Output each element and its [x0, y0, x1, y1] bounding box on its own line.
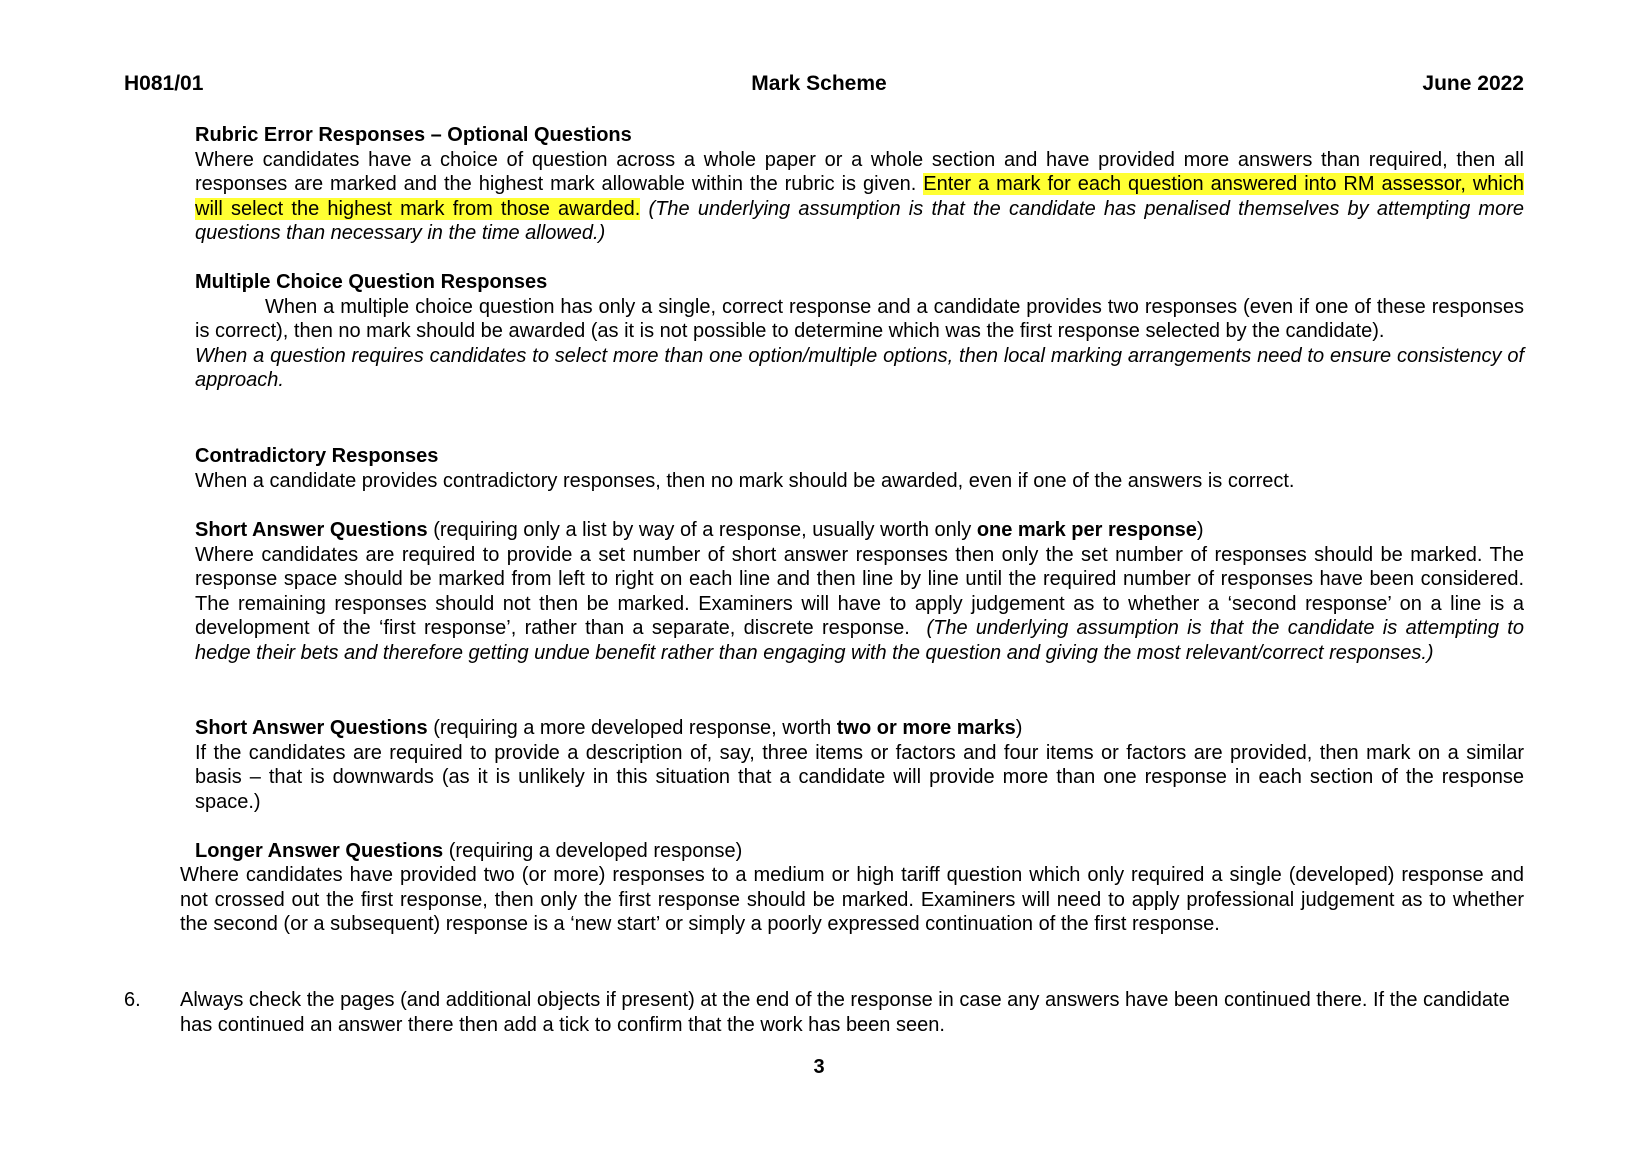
short2-heading: Short Answer Questions	[195, 717, 428, 739]
mcq-heading: Multiple Choice Question Responses	[195, 271, 548, 293]
short1-paren-end: )	[1196, 519, 1204, 541]
point-text: Always check the pages (and additional objects if present) at the end of the response in case any answers have been continued there. If the candidate has continued an answer there then add a tick to confirm that the work has been seen.	[180, 989, 1510, 1036]
contradictory-section	[195, 444, 1524, 493]
contradictory-text: When a candidate provides contradictory responses, then no mark should be awarded, even if one of the answers is correct.	[195, 469, 1295, 492]
short-answer-list-section	[195, 518, 1524, 665]
rubric-highlighted-instruction: Enter a mark for each question answered into RM assessor, which will select the highest mark from those awarded.	[195, 173, 1524, 220]
exam-date: June 2022	[1422, 72, 1524, 95]
short2-paren-end: )	[1015, 717, 1023, 739]
paper-code: H081/01	[124, 72, 204, 95]
short2-paren-start: (requiring a more developed response, worth	[433, 717, 832, 739]
short1-heading: Short Answer Questions	[195, 519, 428, 541]
mcq-text: When a multiple choice question has only a single, correct response and a candidate provides two responses (even if one of these responses is correct), then no mark should be awarded (as it is not possible to determine which was the first response selected by the candidate).	[195, 295, 1524, 342]
multiple-choice-section	[195, 270, 1524, 393]
short1-paren-bold: one mark per response	[976, 519, 1197, 541]
short1-text: Where candidates are required to provide a set number of short answer responses then only the set number of responses should be marked. The response space should be marked from left to right on each line and then line by line until the required number of responses have been considered. The remaining responses should not then be marked. Examiners will have to apply judgement as to whether a ‘second response’ on a line is a development of the ‘first response’, rather than a separate, discrete response.	[195, 543, 1524, 639]
short2-text: If the candidates are required to provide a description of, say, three items or factors and four items or factors are provided, then mark on a similar basis – that is downwards (as it is unlikely in this situation that a candidate will provide more than one response in each section of the response space.)	[195, 741, 1524, 813]
longer-heading: Longer Answer Questions	[195, 840, 444, 862]
short1-paragraph	[195, 543, 1524, 666]
mcq-italic-note: When a question requires candidates to select more than one option/multiple options, then local marking arrangements need to ensure consistency of approach.	[195, 344, 1524, 391]
rubric-paragraph	[195, 148, 1524, 246]
rubric-heading: Rubric Error Responses – Optional Questions	[195, 124, 632, 146]
longer-answer-text: Where candidates have provided two (or more) responses to a medium or high tariff question which only required a single (developed) response and not crossed out the first response, then only the first response should be marked. Examiners will need to apply professional judgement as to whether the second (or a subsequent) response is a ‘new start’ or simply a poorly expressed continuation of the first response.	[180, 864, 1524, 935]
short2-paren-bold: two or more marks	[836, 717, 1016, 739]
contradictory-heading: Contradictory Responses	[195, 445, 439, 467]
page-number: 3	[813, 1056, 825, 1078]
document-title: Mark Scheme	[751, 72, 887, 95]
longer-answer-heading-line	[195, 839, 742, 864]
mcq-paragraph	[195, 295, 1524, 344]
short1-assumption-note: (The underlying assumption is that the candidate is attempting to hedge their bets and therefore getting undue benefit rather than engaging with the question and giving the most relevant/correct responses.)	[195, 617, 1524, 664]
short2-heading-line	[195, 716, 1524, 741]
rubric-text: Where candidates have a choice of question across a whole paper or a whole section and have provided more answers than required, then all responses are marked and the highest mark allowable within the rubric is given.	[195, 148, 1524, 195]
short-answer-developed-section	[195, 716, 1524, 814]
point-number: 6.	[124, 989, 141, 1011]
rubric-assumption-note: (The underlying assumption is that the candidate has penalised themselves by attempting more questions than necessary in the time allowed.)	[195, 197, 1524, 244]
longer-paren: (requiring a developed response)	[448, 840, 743, 862]
short1-paren-start: (requiring only a list by way of a response, usually worth only	[433, 519, 972, 541]
rubric-error-section	[195, 123, 1524, 246]
short1-heading-line	[195, 518, 1524, 543]
